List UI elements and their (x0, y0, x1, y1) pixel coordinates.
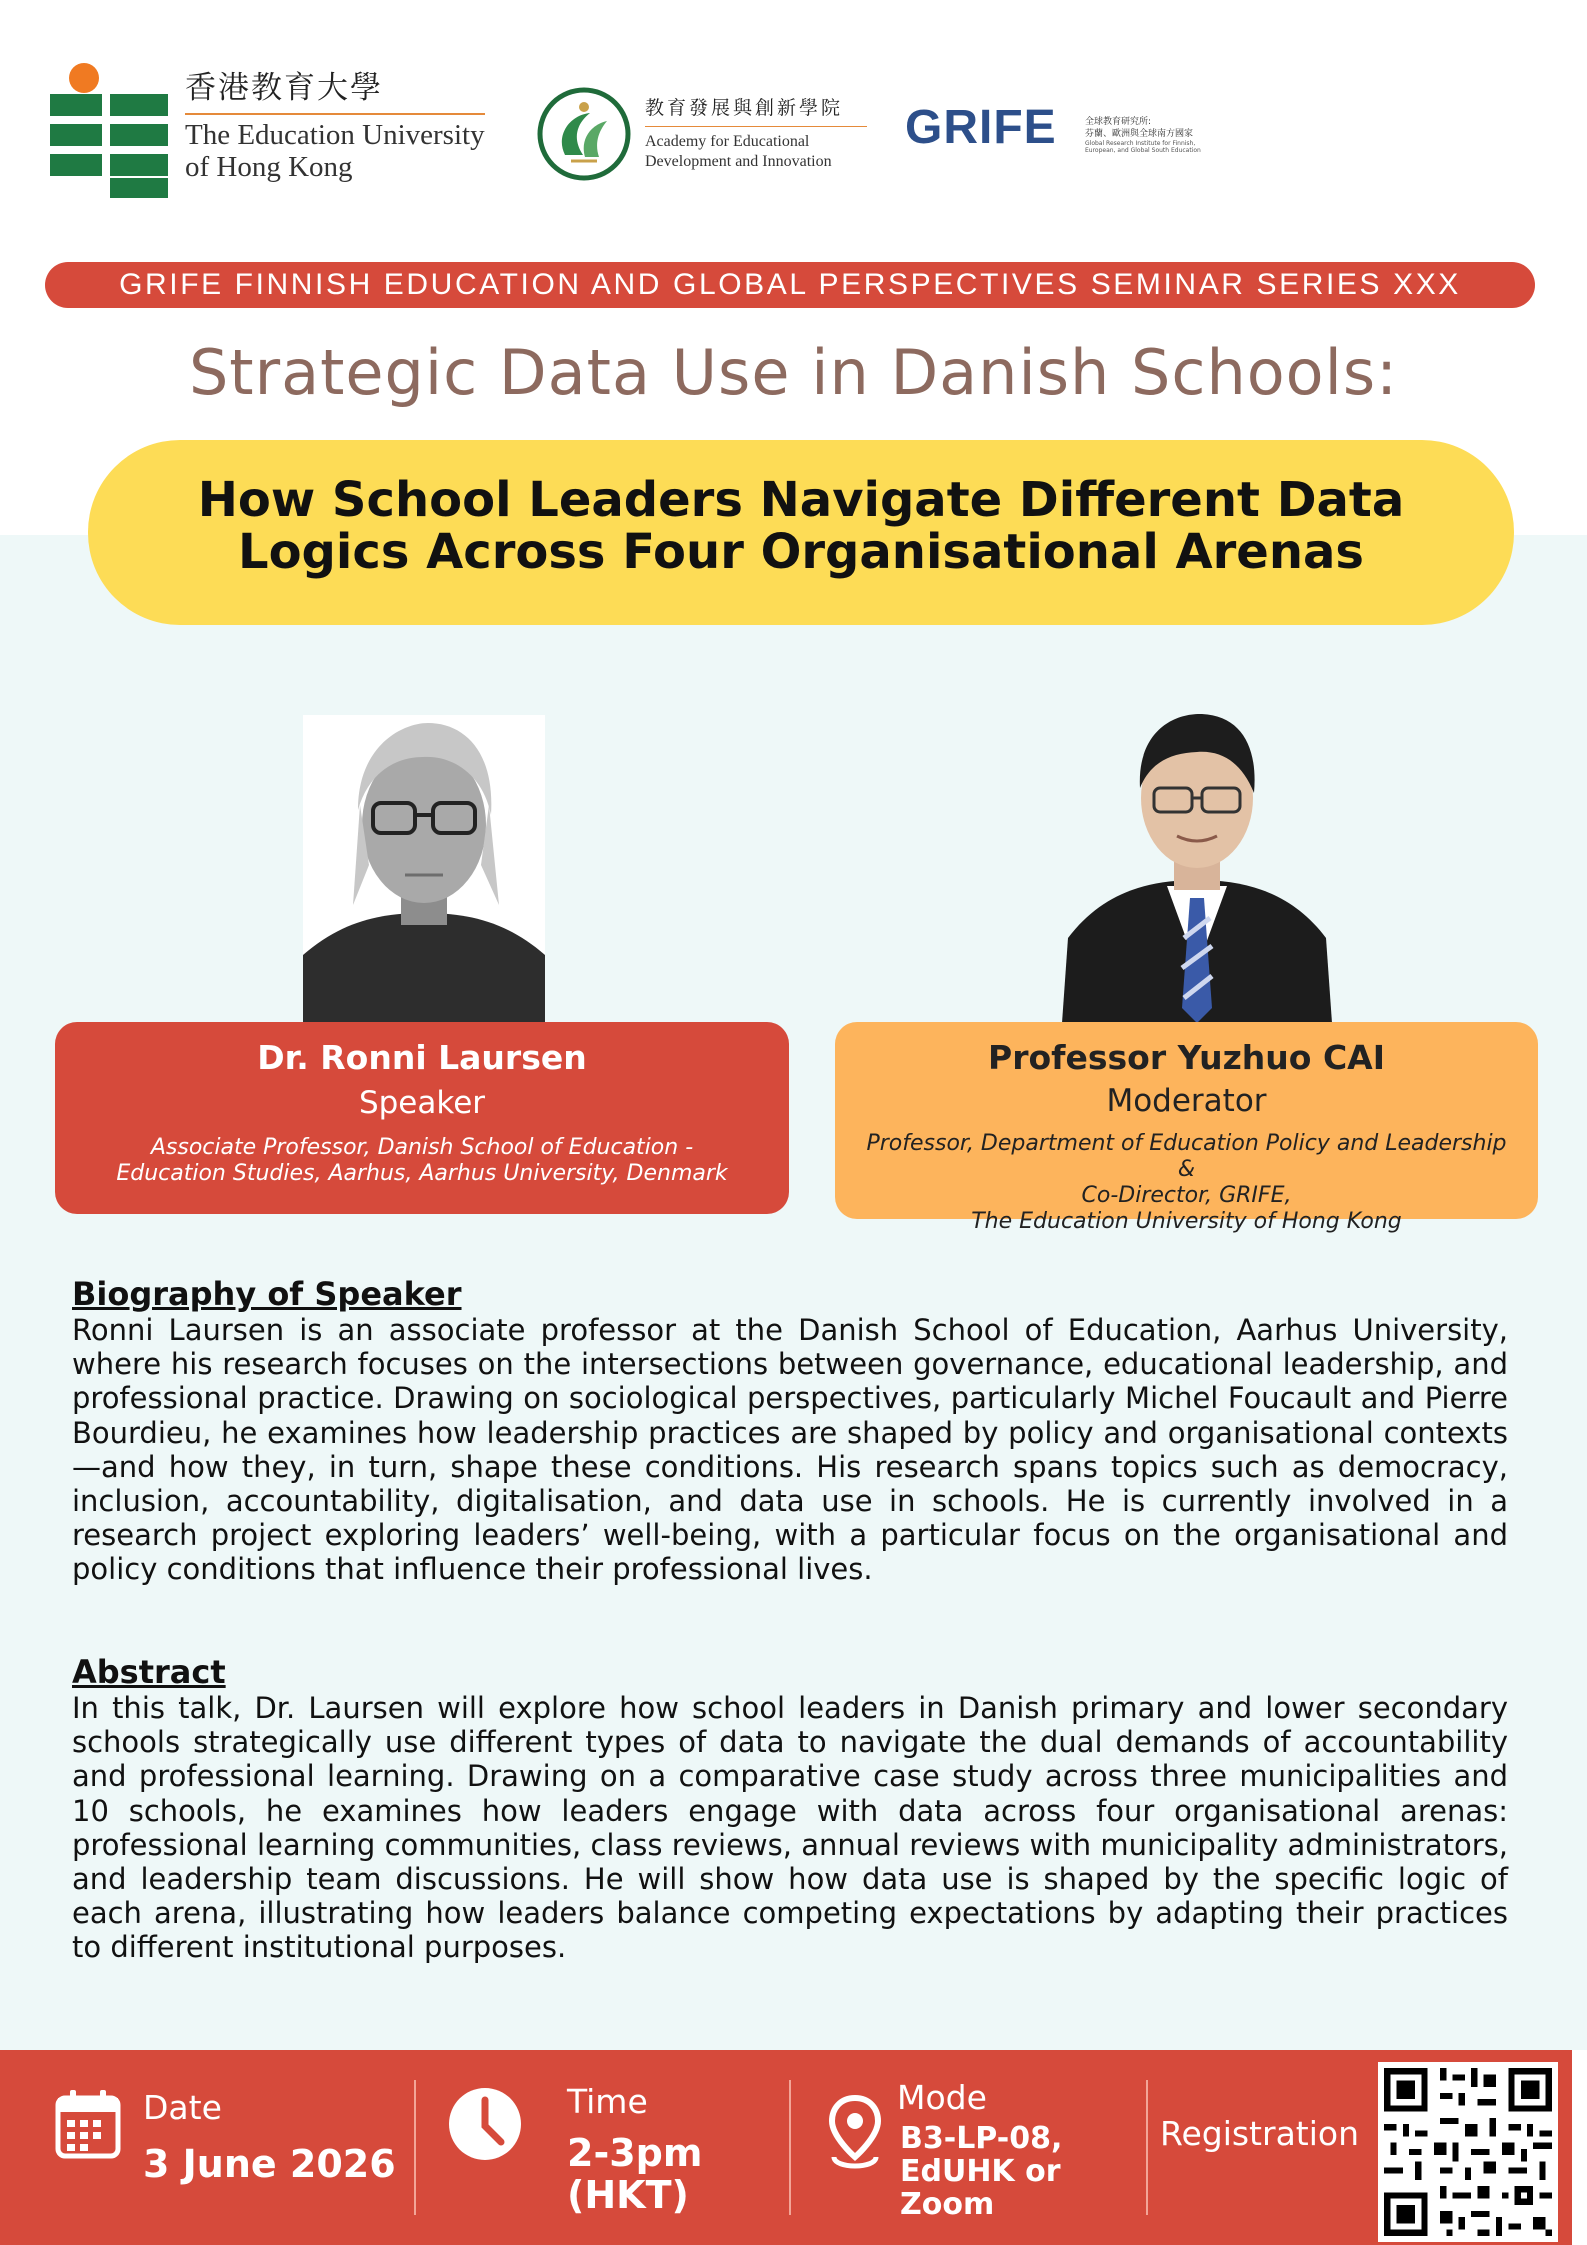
footer-divider (789, 2080, 791, 2215)
time-value (567, 2132, 702, 2216)
eduhk-chinese-name: 香港教育大學 (185, 70, 383, 106)
abstract-section (72, 1653, 1508, 1965)
aedi-english-line2: Development and Innovation (645, 153, 832, 170)
moderator-role: Moderator (1106, 1083, 1267, 1119)
clock-icon (447, 2086, 523, 2162)
eduhk-english-line2: of Hong Kong (185, 151, 353, 183)
speaker-name: Dr. Ronni Laursen (257, 1038, 587, 1077)
mode-value (900, 2122, 1062, 2221)
moderator-affiliation-line3: The Education University of Hong Kong (971, 1209, 1402, 1234)
event-footer (0, 2050, 1572, 2245)
grife-logo (905, 100, 1235, 170)
mode-line2: EdUHK or (900, 2154, 1061, 2189)
mode-line3: Zoom (900, 2187, 995, 2222)
abstract-heading: Abstract (72, 1653, 226, 1691)
location-pin-icon (828, 2095, 882, 2173)
subtitle-line2: Logics Across Four Organisational Arenas (237, 524, 1364, 580)
footer-divider (1146, 2080, 1148, 2215)
grife-chinese-line1: 全球教育研究所: (1085, 117, 1152, 127)
page-title: Strategic Data Use in Danish Schools: (188, 336, 1399, 409)
aedi-logo (535, 85, 875, 185)
speaker-card (55, 1022, 789, 1214)
biography-text: Ronni Laursen is an associate professor at the Danish School of Education, Aarhus University, where his research focuses on the intersections between governance, educational leadership, and professional practice. Drawing on sociological perspectives, particularly Michel Foucault and Pierre Bourdieu, he examines how leadership practices are shaped by policy and organisational contexts—and how they, in turn, shape these conditions. His research spans topics such as democracy, inclusion, accountability, digitalisation, and data use in schools. He is currently involved in a research project exploring leaders’ well-being, with a particular focus on the organisational and policy conditions that influence their professional lives. (72, 1313, 1508, 1587)
subtitle-banner (88, 440, 1514, 625)
grife-english-small: Global Research Institute for Finnish, European, and Global South Education (1085, 140, 1201, 154)
mode-label: Mode (897, 2078, 987, 2117)
footer-divider (414, 2080, 416, 2215)
moderator-name: Professor Yuzhuo CAI (988, 1038, 1385, 1077)
eduhk-rule (185, 113, 485, 115)
time-label: Time (567, 2082, 648, 2121)
moderator-photo (1062, 708, 1332, 1023)
eduhk-english-line1: The Education University (185, 119, 485, 151)
grife-chinese-line2: 芬蘭、歐洲與全球南方國家 (1085, 129, 1194, 139)
aedi-emblem-icon (535, 85, 633, 183)
time-line1: 2-3pm (567, 2131, 703, 2175)
speaker-affiliation-line2: Education Studies, Aarhus, Aarhus University, Denmark (116, 1161, 728, 1186)
subtitle-line1: How School Leaders Navigate Different Data (197, 472, 1405, 528)
time-line2: (HKT) (567, 2173, 689, 2217)
aedi-rule (645, 126, 867, 127)
series-banner: GRIFE FINNISH EDUCATION AND GLOBAL PERSPECTIVES SEMINAR SERIES XXX (45, 262, 1535, 308)
speaker-portrait-icon (303, 715, 545, 1022)
biography-section (72, 1275, 1508, 1587)
biography-heading: Biography of Speaker (72, 1275, 462, 1313)
calendar-icon (55, 2088, 121, 2160)
moderator-affiliation-line2: Co-Director, GRIFE, (1081, 1183, 1292, 1208)
speaker-photo (303, 715, 545, 1022)
registration-label: Registration (1160, 2114, 1359, 2153)
aedi-chinese-name: 教育發展與創新學院 (645, 97, 844, 119)
grife-wordmark: GRIFE (905, 101, 1057, 154)
moderator-card (835, 1022, 1538, 1234)
speaker-affiliation-line1: Associate Professor, Danish School of Education - (150, 1135, 694, 1160)
aedi-english-line1: Academy for Educational (645, 133, 810, 150)
moderator-portrait-icon (1062, 708, 1332, 1023)
eduhk-logo (50, 62, 490, 202)
mode-line1: B3-LP-08, (900, 2121, 1063, 2156)
moderator-affiliation-line1: Professor, Department of Education Policy and Leadership & (866, 1131, 1507, 1182)
abstract-text: In this talk, Dr. Laursen will explore how school leaders in Danish primary and lower secondary schools strategically use different types of data to navigate the dual demands of accountability and professional learning. Drawing on a comparative case study across three municipalities and 10 schools, he examines how leaders engage with data across four organisational arenas: professional learning communities, class reviews, annual reviews with municipality administrators, and leadership team discussions. He will show how data use is shaped by the specific logic of each arena, illustrating how leaders balance competing expectations by adapting their practices to different institutional purposes. (72, 1691, 1508, 1965)
eduhk-emblem-icon (50, 62, 170, 200)
date-label: Date (143, 2088, 222, 2127)
registration-qr-code-icon[interactable] (1378, 2062, 1558, 2242)
date-value: 3 June 2026 (143, 2142, 396, 2186)
speaker-role: Speaker (358, 1085, 486, 1121)
